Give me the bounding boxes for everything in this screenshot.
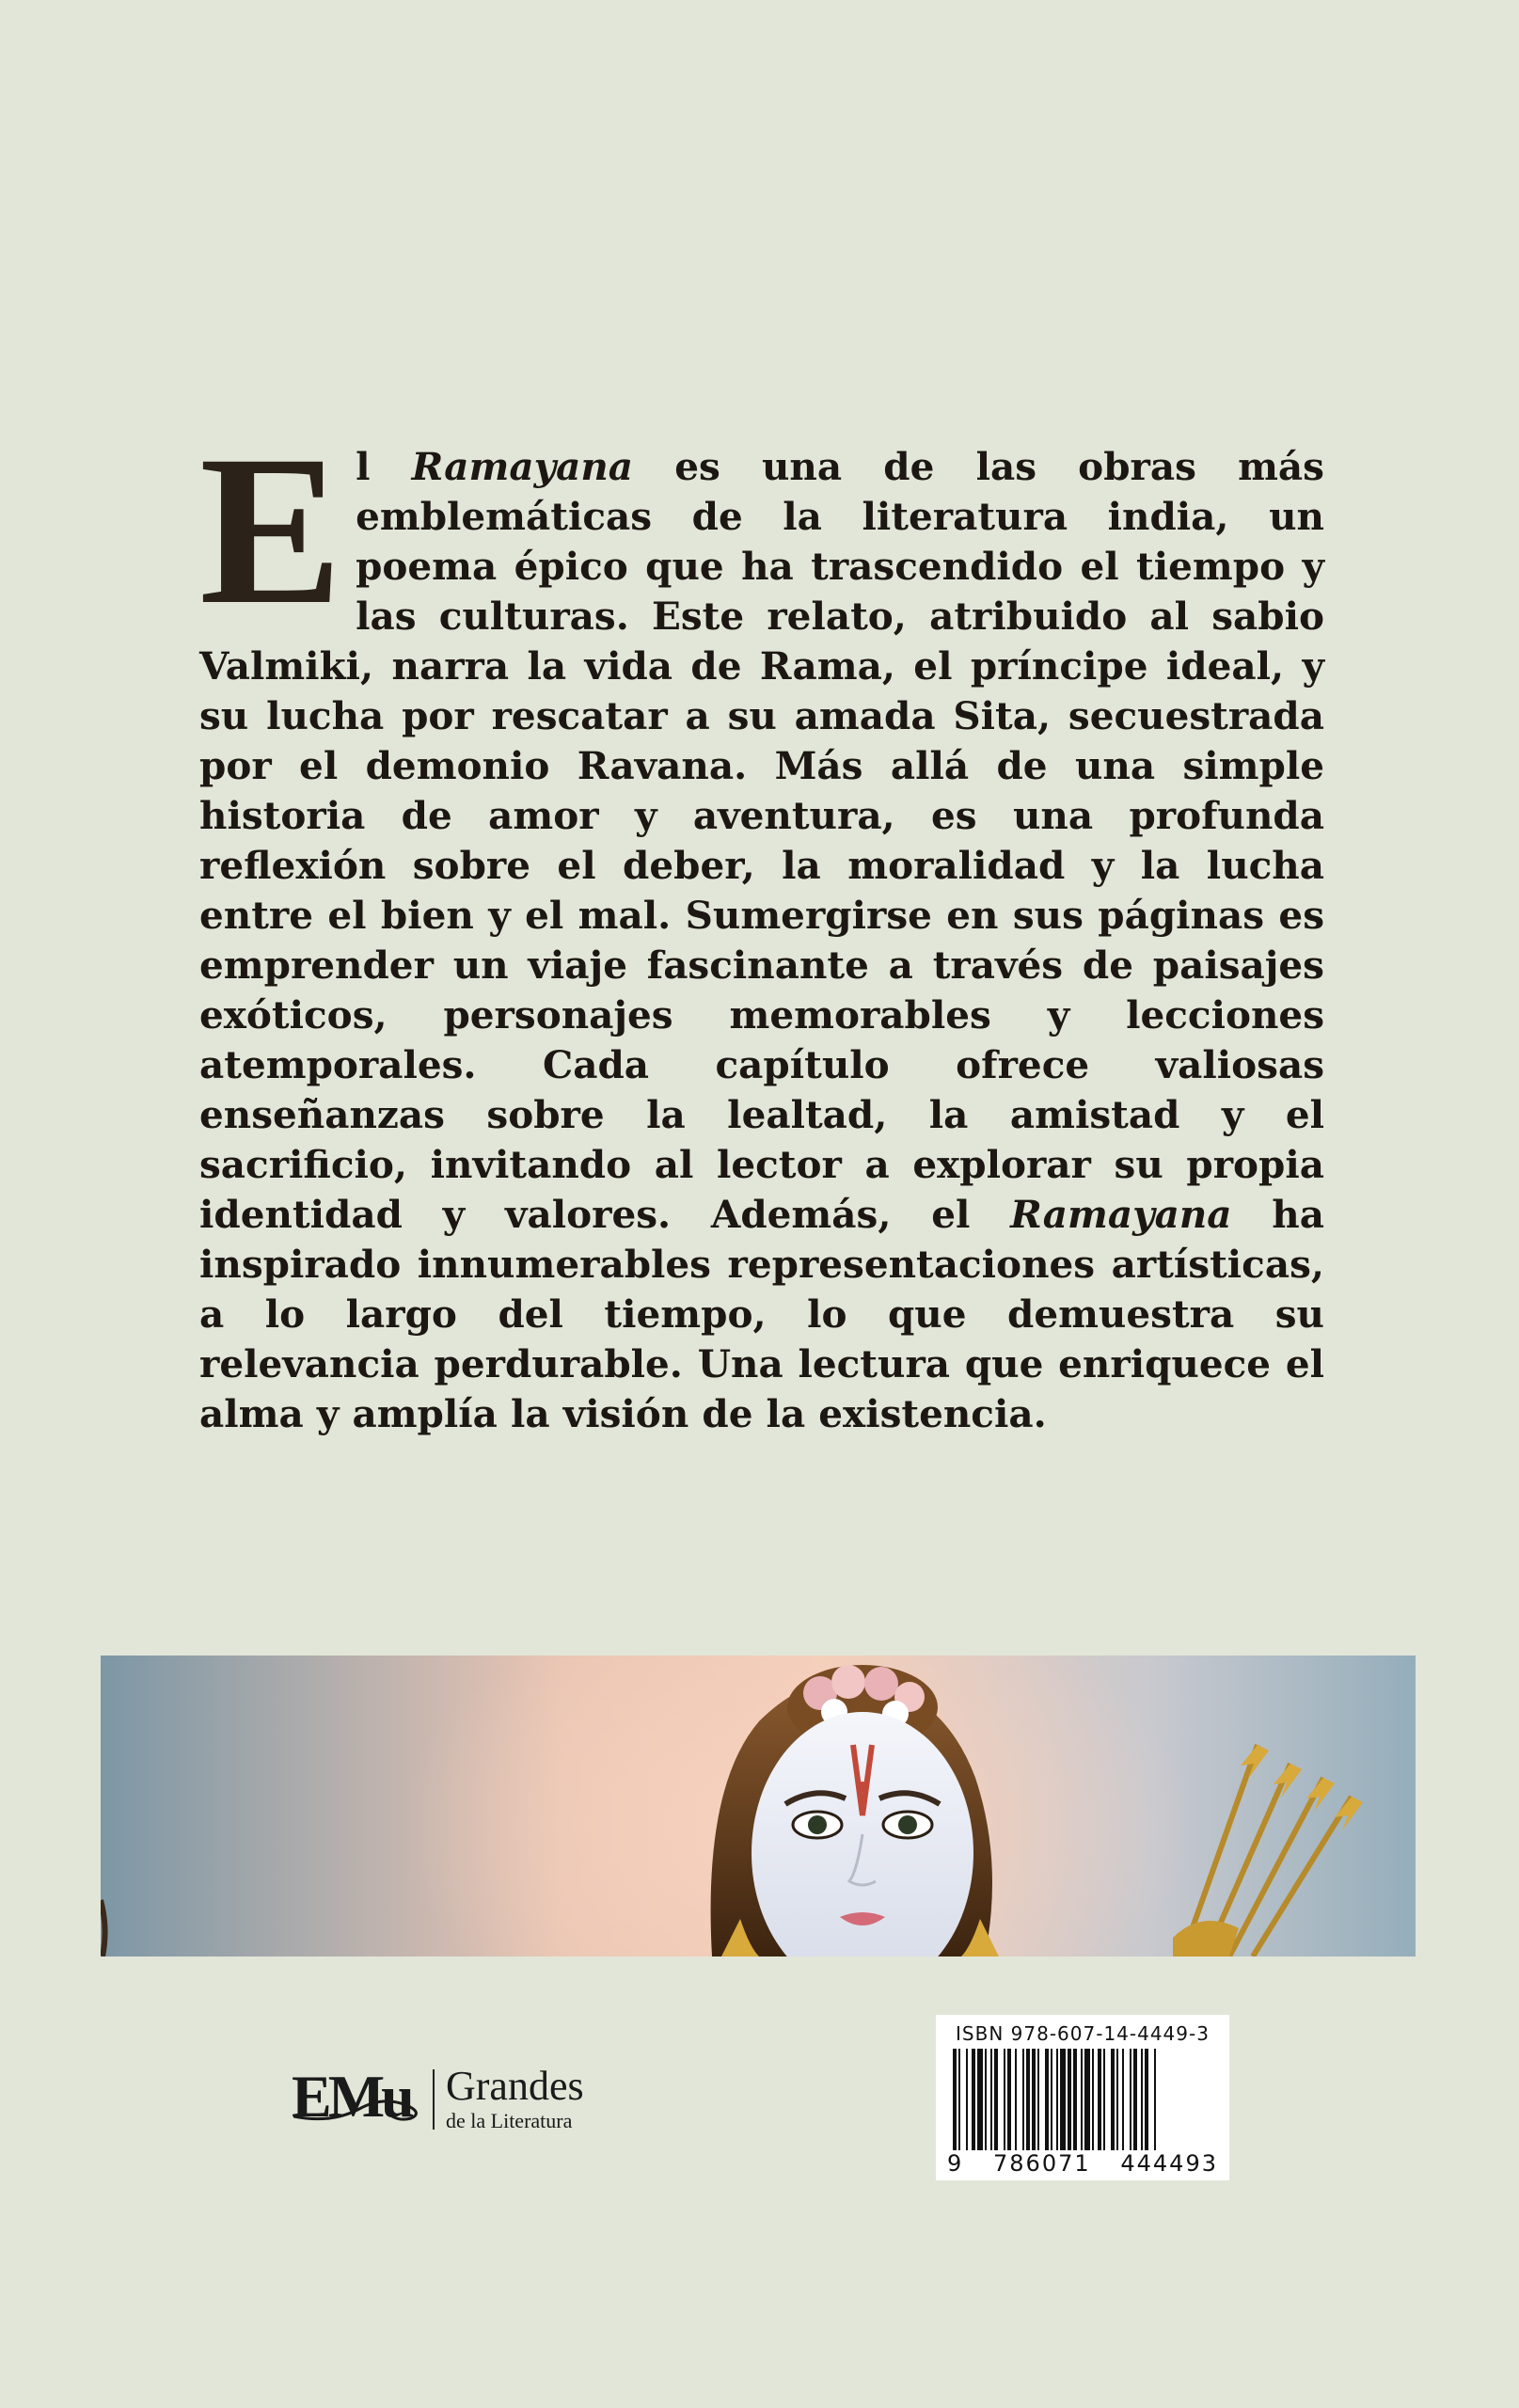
- series-title: Grandes: [446, 2063, 584, 2109]
- barcode-bar: [1026, 2049, 1030, 2150]
- barcode-bar: [1122, 2049, 1124, 2150]
- barcode-digits-left: 786071: [993, 2150, 1091, 2177]
- barcode-bar: [1084, 2049, 1090, 2150]
- isbn-barcode: [936, 2015, 1229, 2180]
- rama-illustration-banner: [101, 1656, 1416, 1956]
- barcode-bar: [1154, 2049, 1156, 2150]
- publisher-emu-mark: EMu: [292, 2063, 411, 2130]
- blurb-text-3: ha inspirado innumerables representaciones artísticas, a lo largo del tiempo, lo que demuestra su relevancia perdurable. Una lectura que enriquece el alma y amplía la visión de la existencia.: [199, 1192, 1324, 1436]
- barcode-bar: [1032, 2049, 1036, 2150]
- barcode-bar: [958, 2049, 960, 2150]
- barcode-bar: [1015, 2049, 1017, 2150]
- barcode-bar: [1103, 2049, 1105, 2150]
- barcode-bar: [1022, 2049, 1024, 2150]
- series-subtitle: de la Literatura: [446, 2109, 573, 2132]
- barcode-bar: [1133, 2049, 1137, 2150]
- blurb-title-italic-2: Ramayana: [1010, 1192, 1232, 1237]
- isbn-label: ISBN 978-607-14-4449-3: [956, 2022, 1210, 2045]
- barcode-digits-right: 444493: [1120, 2150, 1218, 2177]
- barcode-bar: [994, 2049, 998, 2150]
- blurb-text-2: es una de las obras más emblemáticas de la literatura india, un poema épico que ha trascendido el tiempo y las culturas. Este relato, atribuido al sabio Valmiki, narra la vida de Rama, el príncipe ideal, y su lucha por rescatar a su amada Sita, secuestrada por el demonio Ravana. Más allá de una simple historia de amor y aventura, es una profunda reflexión sobre el deber, la moralidad y la lucha entre el bien y el mal. Sumergirse en sus páginas es emprender un viaje fascinante a través de paisajes exóticos, personajes memorables y lecciones atemporales. Cada capítulo ofrece valiosas enseñanzas sobre la lealtad, la amistad y el sacrificio, invitando al lector a explorar su propia identidad y valores. Además, el: [199, 444, 1324, 1237]
- blurb-title-italic-1: Ramayana: [411, 444, 634, 489]
- barcode-digits: [947, 2150, 1218, 2177]
- barcode-bar: [972, 2049, 975, 2150]
- logo-divider: [433, 2069, 435, 2130]
- barcode-bar: [1141, 2049, 1143, 2150]
- barcode-bar: [1098, 2049, 1101, 2150]
- barcode-bar: [1060, 2049, 1066, 2150]
- barcode-bar: [1007, 2049, 1011, 2150]
- barcode-bar: [1116, 2049, 1118, 2150]
- drop-cap: E: [199, 412, 343, 649]
- barcode-bar: [1056, 2049, 1058, 2150]
- barcode-bar: [1045, 2049, 1049, 2150]
- barcode-bar: [985, 2049, 987, 2150]
- barcode-bar: [1051, 2049, 1052, 2150]
- barcode-bar: [953, 2049, 957, 2150]
- barcode-digit-prefix: 9: [947, 2150, 964, 2177]
- blurb-text-1: l: [356, 444, 412, 489]
- barcode-bar: [1111, 2049, 1115, 2150]
- barcode-bar: [1092, 2049, 1094, 2150]
- barcode-bar: [1037, 2049, 1039, 2150]
- barcode-bar: [966, 2049, 968, 2150]
- barcode-bar: [1073, 2049, 1077, 2150]
- publisher-logo: [292, 2062, 630, 2137]
- barcode-bar: [1130, 2049, 1131, 2150]
- swash-icon: [293, 2096, 425, 2124]
- barcode-bar: [977, 2049, 983, 2150]
- barcode-bar: [1068, 2049, 1071, 2150]
- barcode-bar: [990, 2049, 992, 2150]
- rama-illustration: [101, 1656, 1416, 1956]
- barcode-bar: [1081, 2049, 1083, 2150]
- barcode-bars: [951, 2049, 1214, 2150]
- back-cover-blurb: [199, 412, 1324, 1439]
- barcode-bar: [1145, 2049, 1148, 2150]
- barcode-bar: [1004, 2049, 1005, 2150]
